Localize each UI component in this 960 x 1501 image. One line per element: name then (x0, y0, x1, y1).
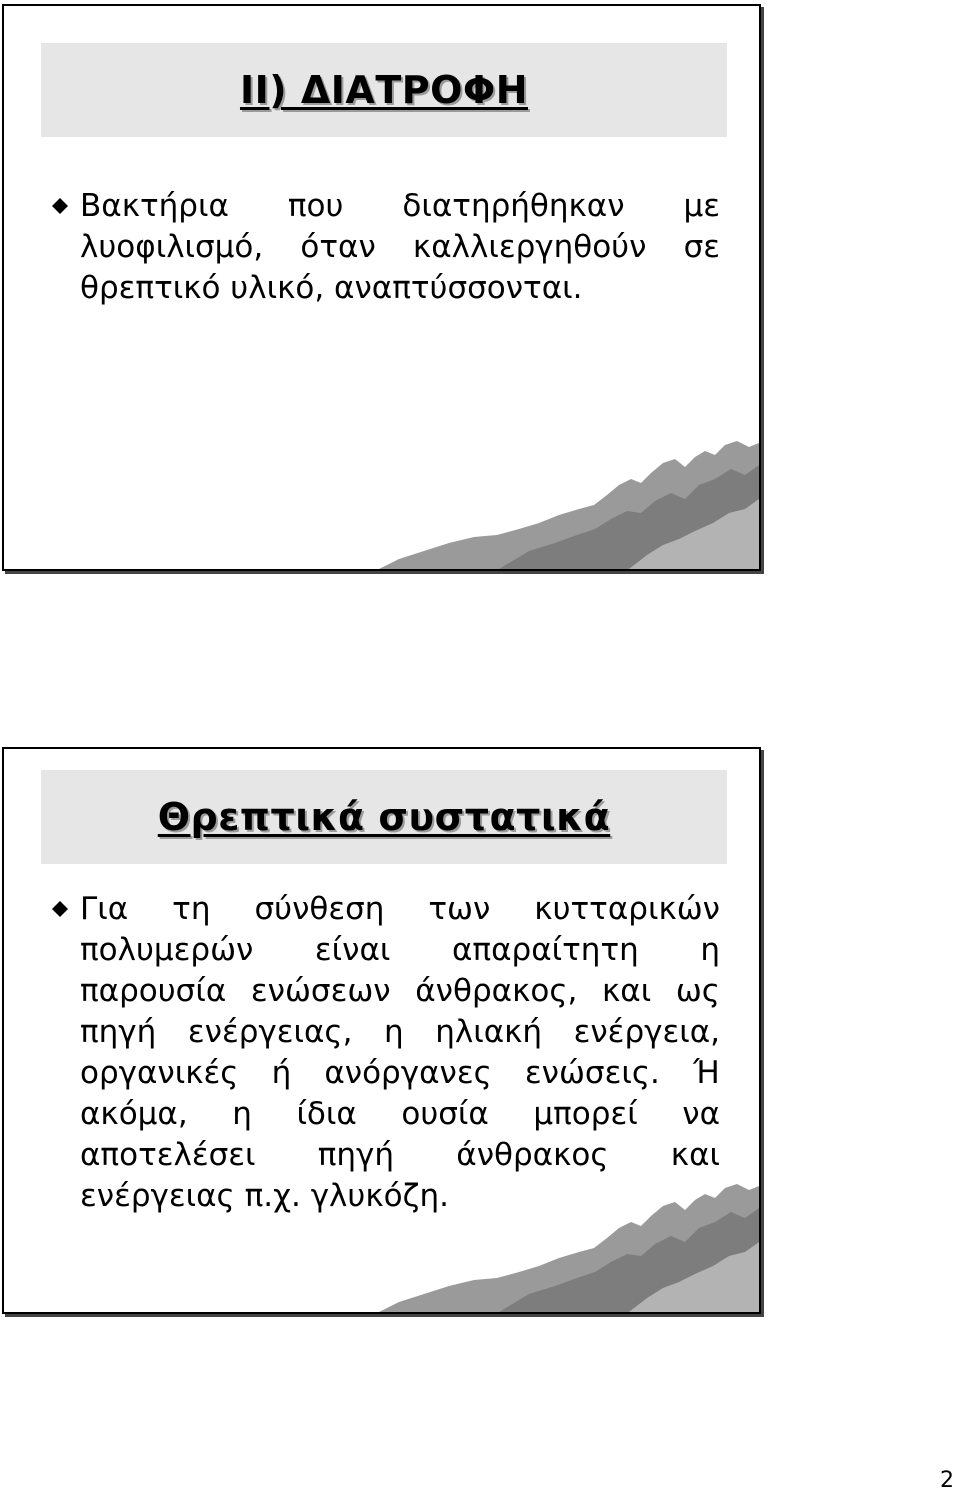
diamond-bullet-icon (52, 186, 80, 226)
slide-title: Θρεπτικά συστατικά (157, 795, 611, 839)
bullet-item (52, 186, 720, 309)
slide-title-band (41, 43, 727, 137)
slide-title: II) ΔΙΑΤΡΟΦΗ (239, 68, 528, 112)
diamond-bullet-icon (52, 889, 80, 929)
slide-1 (2, 4, 761, 571)
slide-2 (2, 747, 761, 1314)
mountain-silhouette-icon (379, 439, 759, 569)
bullet-text: Βακτήρια που διατηρήθηκαν με λυοφιλισμό, όταν καλλιεργηθούν σε θρεπτικό υλικό, αναπτύσσονται. (80, 188, 720, 306)
bullet-text: Για τη σύνθεση των κυτταρικών πολυμερών είναι απαραίτητη η παρουσία ενώσεων άνθρακος, και ως πηγή ενέργειας, η ηλιακή ενέργεια, οργανικές ή ανόργανες ενώσεις. Ή ακόμα, η ίδια ουσία μπορεί να αποτελέσει πηγή άνθρακος και ενέργειας π.χ. γλυκόζη. (80, 891, 720, 1214)
slide-title-band (41, 770, 727, 864)
page-number: 2 (940, 1468, 954, 1493)
mountain-silhouette-icon (379, 1182, 759, 1312)
bullet-item (52, 889, 720, 1217)
